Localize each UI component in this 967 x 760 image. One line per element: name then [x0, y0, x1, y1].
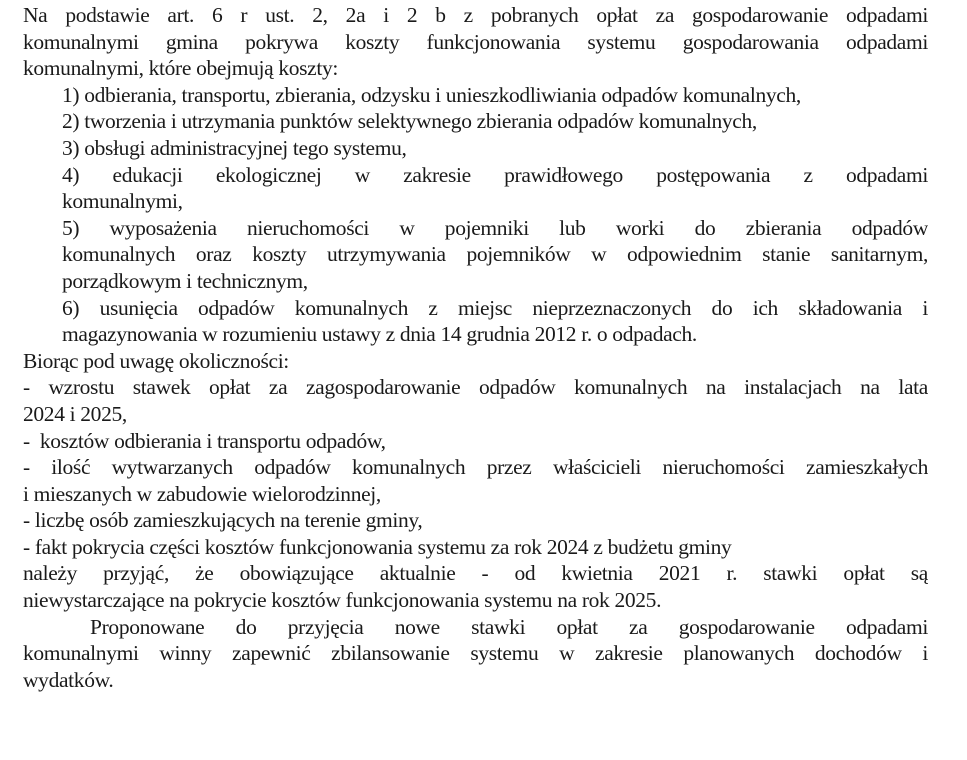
text-line: - fakt pokrycia części kosztów funkcjonowania systemu za rok 2024 z budżetu gminy	[23, 534, 732, 559]
circumstance-item	[23, 454, 928, 507]
text-line: porządkowym i technicznym,	[62, 268, 308, 293]
circumstance-item	[23, 374, 928, 427]
cost-item-4	[23, 162, 928, 215]
text-line: 2) tworzenia i utrzymania punktów selektywnego zbierania odpadów komunalnych,	[62, 109, 757, 134]
text-line: komunalnymi winny zapewnić zbilansowanie systemu w zakresie planowanych dochodów i	[23, 641, 928, 666]
text-line: Na podstawie art. 6 r ust. 2, 2a i 2 b z pobranych opłat za gospodarowanie odpadami	[23, 3, 928, 27]
text-line: 3) obsługi administracyjnej tego systemu,	[62, 135, 407, 160]
text-line: 1) odbierania, transportu, zbierania, odzysku i unieszkodliwiania odpadów komunalnych,	[62, 82, 801, 107]
text-line: komunalnymi gmina pokrywa koszty funkcjonowania systemu gospodarowania odpadami	[23, 29, 928, 54]
text-line: - liczbę osób zamieszkujących na terenie gminy,	[23, 508, 423, 533]
conclusion-paragraph	[23, 560, 928, 613]
text-line: magazynowania w rozumieniu ustawy z dnia 14 grudnia 2012 r. o odpadach.	[62, 322, 697, 347]
circumstance-item	[23, 507, 928, 534]
intro-paragraph	[23, 2, 928, 82]
text-line: - wzrostu stawek opłat za zagospodarowanie odpadów komunalnych na instalacjach na lata	[23, 375, 928, 400]
circumstance-item	[23, 534, 928, 561]
section-heading: Biorąc pod uwagę okoliczności:	[23, 348, 289, 373]
circumstance-item	[23, 428, 928, 455]
cost-item-2	[23, 108, 928, 135]
document-page	[23, 2, 928, 693]
cost-item-1	[23, 82, 928, 109]
text-line: i mieszanych w zabudowie wielorodzinnej,	[23, 481, 381, 506]
circumstances-section	[23, 348, 928, 614]
cost-list	[23, 82, 928, 348]
text-line: 2024 i 2025,	[23, 401, 127, 426]
text-line: - ilość wytwarzanych odpadów komunalnych przez właścicieli nieruchomości zamieszkałych	[23, 455, 928, 480]
cost-item-5	[23, 215, 928, 295]
cost-item-6	[23, 295, 928, 348]
text-line: 5) wyposażenia nieruchomości w pojemniki lub worki do zbierania odpadów	[62, 215, 928, 240]
text-line: komunalnych oraz koszty utrzymywania pojemników w odpowiednim stanie sanitarnym,	[62, 242, 928, 267]
cost-item-3	[23, 135, 928, 162]
text-line: wydatków.	[23, 667, 114, 692]
text-line: - kosztów odbierania i transportu odpadów,	[23, 428, 386, 453]
text-line: 4) edukacji ekologicznej w zakresie prawidłowego postępowania z odpadami	[62, 162, 928, 187]
text-line: należy przyjąć, że obowiązujące aktualnie - od kwietnia 2021 r. stawki opłat są	[23, 561, 928, 586]
text-line: komunalnymi,	[62, 189, 183, 214]
text-line: Proponowane do przyjęcia nowe stawki opłat za gospodarowanie odpadami	[90, 614, 928, 639]
text-line: komunalnymi, które obejmują koszty:	[23, 56, 338, 81]
proposal-paragraph	[23, 614, 928, 694]
text-line: 6) usunięcia odpadów komunalnych z miejsc nieprzeznaczonych do ich składowania i	[62, 295, 928, 320]
text-line: niewystarczające na pokrycie kosztów funkcjonowania systemu na rok 2025.	[23, 588, 662, 613]
